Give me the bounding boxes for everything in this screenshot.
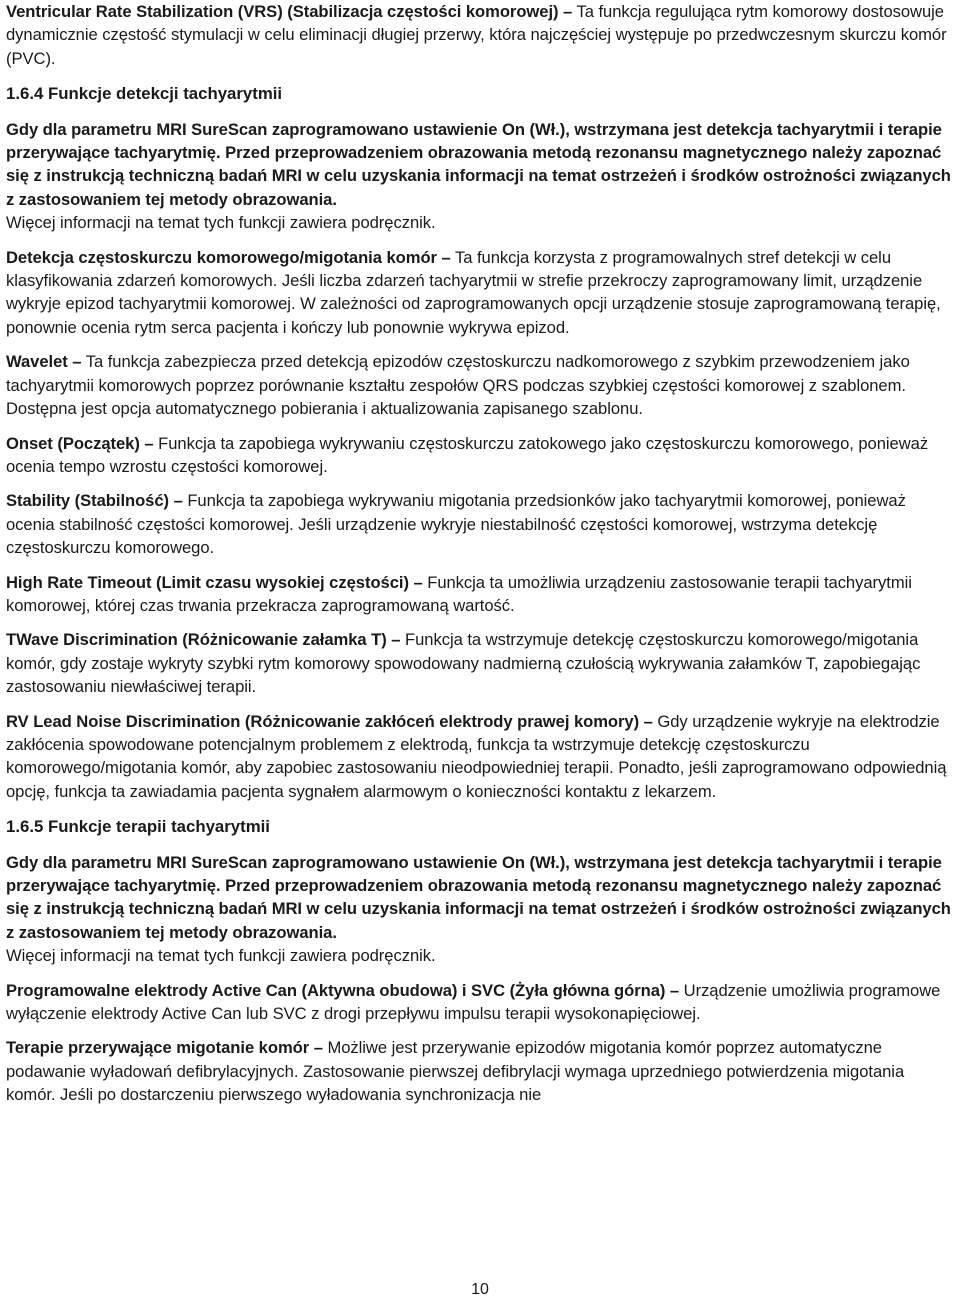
term-active-can-svc: Programowalne elektrody Active Can (Aktywna obudowa) i SVC (Żyła główna górna) – [6, 980, 680, 1000]
paragraph-stability [6, 489, 954, 559]
paragraph-rv-lead-noise [6, 710, 954, 804]
term-stability: Stability (Stabilność) – [6, 491, 183, 511]
term-vrs: Ventricular Rate Stabilization (VRS) (Stabilizacja częstości komorowej) – [6, 2, 573, 21]
paragraph-vrs [6, 0, 954, 70]
term-onset: Onset (Początek) – [6, 433, 154, 453]
paragraph-high-rate-timeout [6, 571, 954, 618]
term-high-rate-timeout: High Rate Timeout (Limit czasu wysokiej częstości) – [6, 572, 423, 592]
text-vf-therapies: Możliwe jest przerywanie epizodów migotania komór poprzez automatyczne podawanie wyładowań defibrylacyjnych. Zastosowanie pierwszej defibrylacji wymaga uprzedniego potwierdzenia migotania komór. Jeśli po dostarczeniu pierwszego wyładowania synchronizacja nie [6, 1038, 905, 1105]
text-rv-lead-noise: Gdy urządzenie wykryje na elektrodzie zakłócenia spowodowane potencjalnym problemem z elektrodą, funkcja ta wstrzymuje detekcję częstoskurczu komorowego/migotania komór, aby zapobiec zastosowaniu nieodpowiedniej terapii. Ponadto, jeśli zaprogramowano odpowiednią opcję, funkcja ta zawiadamia pacjenta sygnałem alarmowym o konieczności kontaktu z lekarzem. [6, 711, 947, 801]
paragraph-vt-vf-detection [6, 246, 954, 340]
text-twave-discrimination: Funkcja ta wstrzymuje detekcję częstoskurczu komorowego/migotania komór, gdy zostaje wykryty szybki rytm komorowy spowodowany nadmierną czułością wykrywania załamków T, zapobiegając zastosowaniu niewłaściwej terapii. [6, 630, 921, 697]
text-vt-vf-detection: Ta funkcja korzysta z programowalnych stref detekcji w celu klasyfikowania zdarzeń komorowych. Jeśli liczba zdarzeń tachyarytmii w strefie przekroczy zaprogramowany limit, urządzenie wykryje epizod tachyarytmii komorowej. W zależności od zaprogramowanych opcji urządzenie stosuje zaprogramowaną terapię, ponownie ocenia rytm serca pacjenta i kończy lub ponownie wykrywa epizod. [6, 247, 941, 337]
section-heading-1-6-5: 1.6.5 Funkcje terapii tachyarytmii [6, 817, 270, 837]
more-info-1-6-5: Więcej informacji na temat tych funkcji zawiera podręcznik. [6, 946, 436, 966]
paragraph-twave-discrimination [6, 628, 954, 698]
paragraph-active-can-svc [6, 979, 954, 1026]
term-wavelet: Wavelet – [6, 352, 82, 372]
text-onset: Funkcja ta zapobiega wykrywaniu częstoskurczu zatokowego jako częstoskurczu komorowego, ponieważ ocenia tempo wzrostu częstości komorowej. [6, 433, 929, 476]
text-vrs: Ta funkcja regulująca rytm komorowy dostosowuje dynamicznie częstość stymulacji w celu eliminacji długiej przerwy, która najczęściej występuje po przedwczesnym skurczu komór (PVC). [6, 2, 947, 68]
term-rv-lead-noise: RV Lead Noise Discrimination (Różnicowanie zakłóceń elektrody prawej komory) – [6, 711, 653, 731]
term-vf-therapies: Terapie przerywające migotanie komór – [6, 1038, 323, 1058]
paragraph-wavelet [6, 350, 954, 420]
mri-warning-1-6-4: Gdy dla parametru MRI SureScan zaprogramowano ustawienie On (Wł.), wstrzymana jest detekcja tachyarytmii i terapie przerywające tachyarytmię. Przed przeprowadzeniem obrazowania metodą rezonansu magnetycznego należy zapoznać się z instrukcją techniczną badań MRI w celu uzyskania informacji na temat ostrzeżeń i środków ostrożności związanych z zastosowaniem tej metody obrazowania. [6, 119, 951, 209]
term-twave-discrimination: TWave Discrimination (Różnicowanie załamka T) – [6, 630, 401, 650]
text-high-rate-timeout: Funkcja ta umożliwia urządzeniu zastosowanie terapii tachyarytmii komorowej, której czas trwania przekracza zaprogramowaną wartość. [6, 572, 912, 615]
mri-warning-1-6-5: Gdy dla parametru MRI SureScan zaprogramowano ustawienie On (Wł.), wstrzymana jest detekcja tachyarytmii i terapie przerywające tachyarytmię. Przed przeprowadzeniem obrazowania metodą rezonansu magnetycznego należy zapoznać się z instrukcją techniczną badań MRI w celu uzyskania informacji na temat ostrzeżeń i środków ostrożności związanych z zastosowaniem tej metody obrazowania. [6, 852, 951, 942]
section-heading-1-6-4: 1.6.4 Funkcje detekcji tachyarytmii [6, 84, 283, 104]
paragraph-onset [6, 432, 954, 479]
text-stability: Funkcja ta zapobiega wykrywaniu migotania przedsionków jako tachyarytmii komorowej, ponieważ ocenia stabilność częstości komorowej. Jeśli urządzenie wykryje niestabilność częstości komorowej, wstrzyma detekcję częstoskurczu komorowego. [6, 491, 906, 558]
term-vt-vf-detection: Detekcja częstoskurczu komorowego/migotania komór – [6, 247, 451, 267]
text-active-can-svc: Urządzenie umożliwia programowe wyłączenie elektrody Active Can lub SVC z drogi przepływu impulsu terapii wysokonapięciowej. [6, 980, 941, 1024]
text-wavelet: Ta funkcja zabezpiecza przed detekcją epizodów częstoskurczu nadkomorowego z szybkim przewodzeniem jako tachyarytmii komorowych poprzez porównanie kształtu zespołów QRS podczas szybkiej częstości komorowej z szablonem. Dostępna jest opcja automatycznego pobierania i aktualizowania zapisanego szablonu. [6, 352, 910, 419]
paragraph-vf-therapies [6, 1036, 954, 1106]
more-info-1-6-4: Więcej informacji na temat tych funkcji zawiera podręcznik. [6, 213, 436, 233]
page-number: 10 [471, 1281, 489, 1298]
